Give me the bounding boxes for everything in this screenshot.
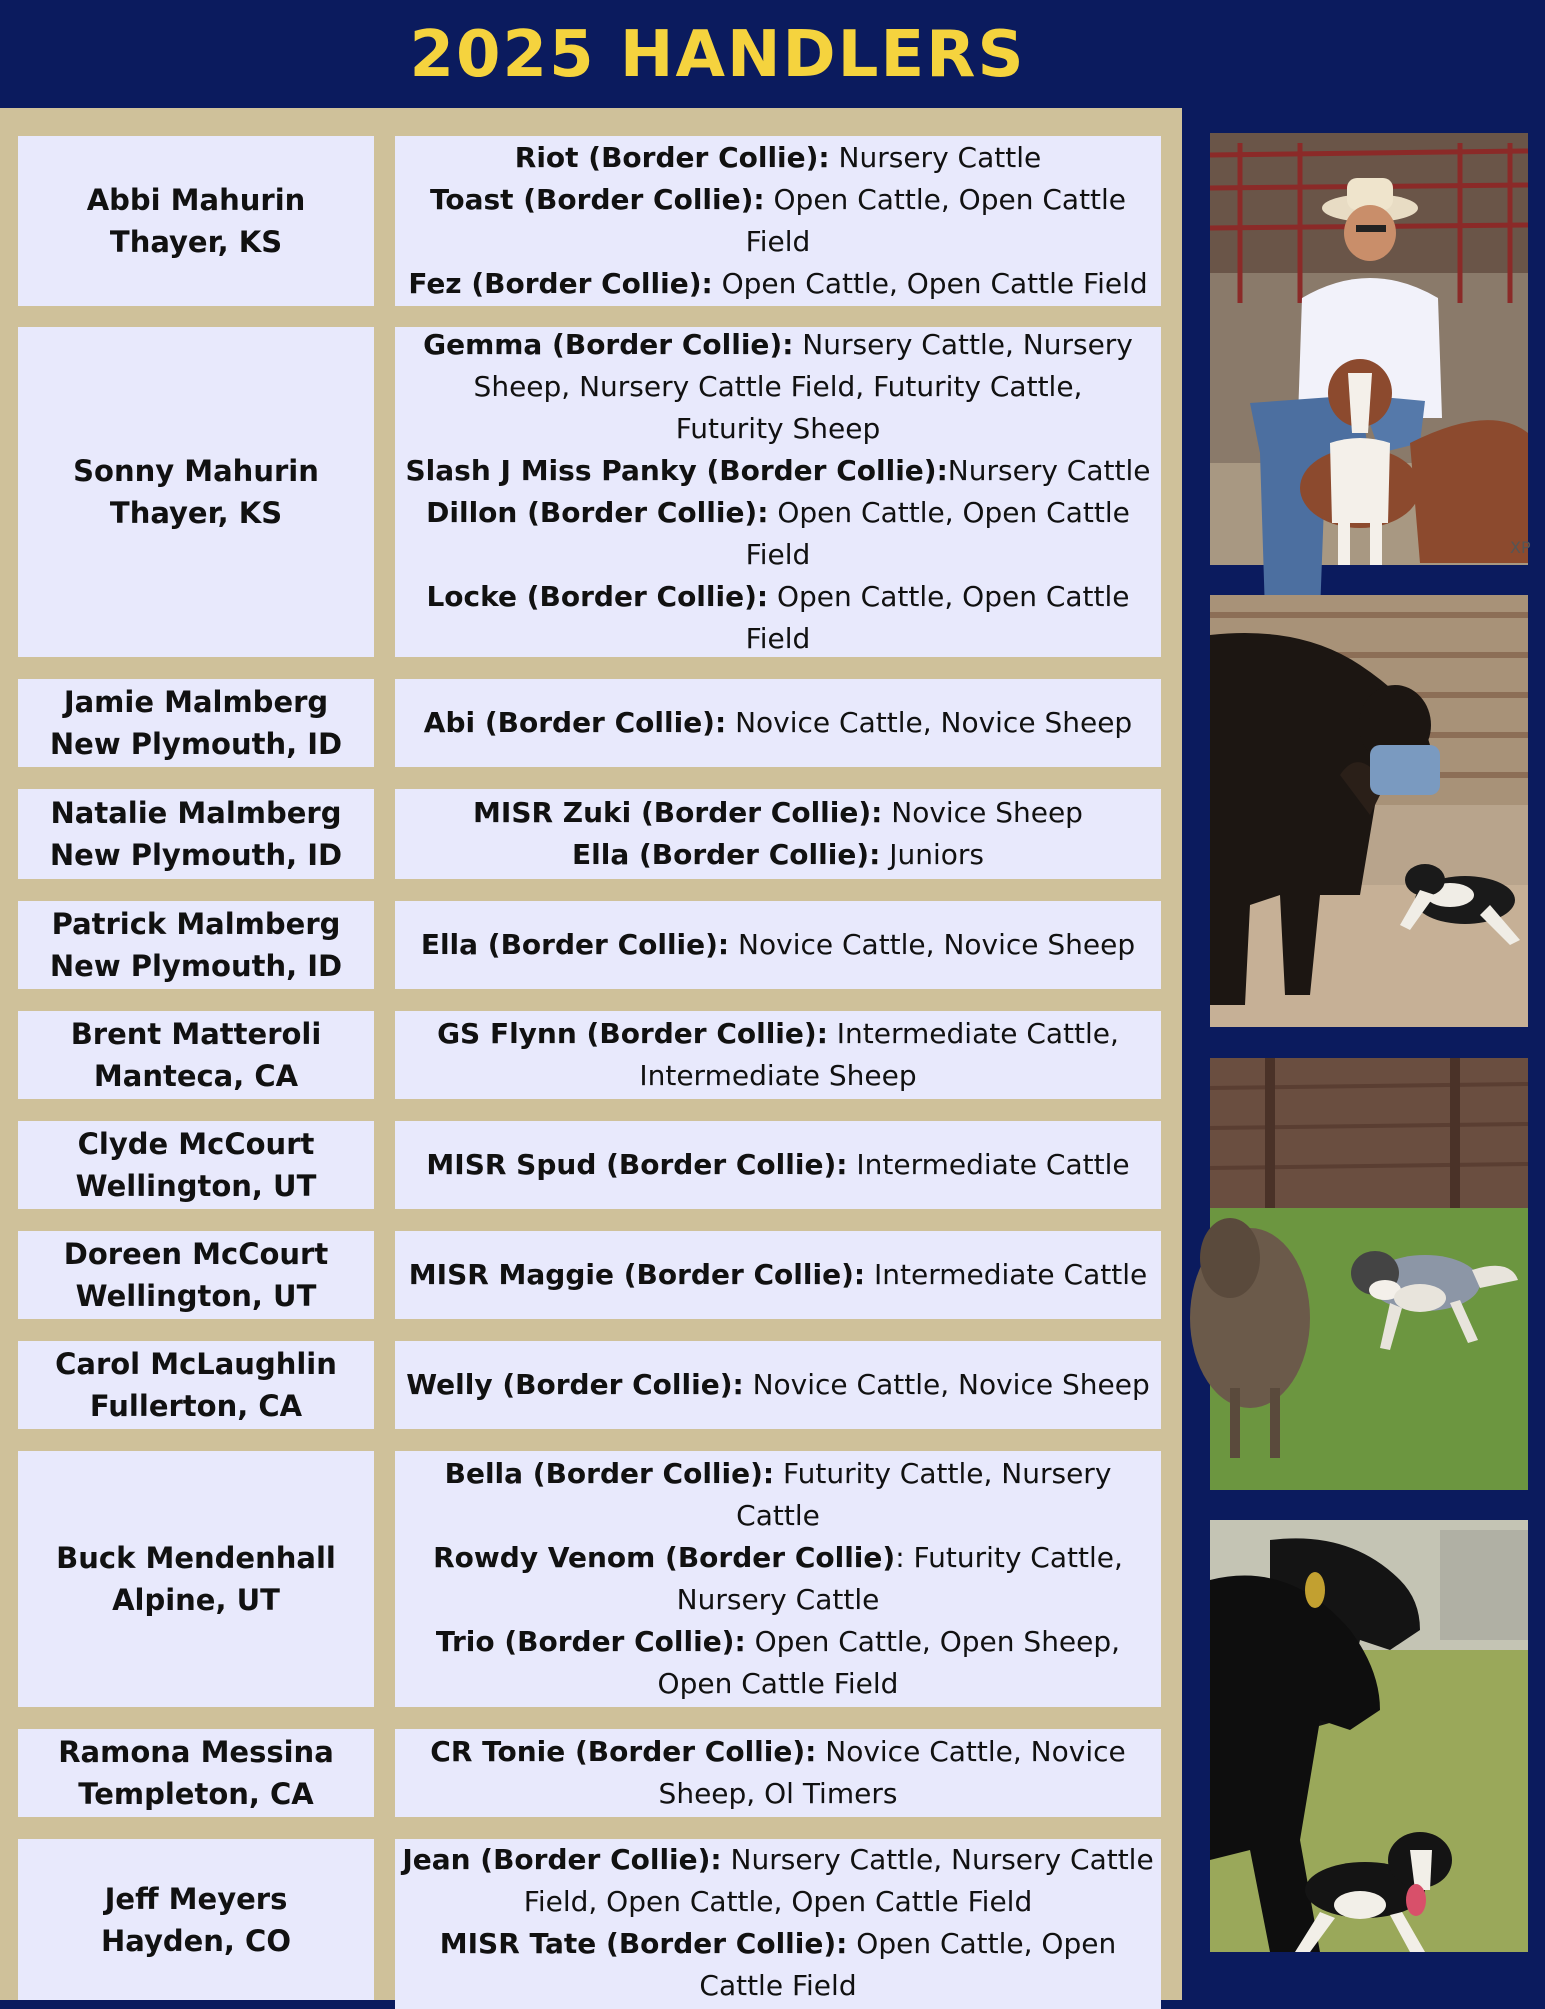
sheep-and-dog-photo xyxy=(1210,1058,1528,1490)
dog-classes: Intermediate Cattle xyxy=(865,1258,1148,1291)
dogs-cell xyxy=(395,1451,1161,1707)
dog-name: Welly (Border Collie): xyxy=(406,1368,744,1401)
dogs-cell xyxy=(395,789,1161,879)
dog-entry xyxy=(418,1537,1138,1621)
dog-name: Gemma (Border Collie): xyxy=(423,328,794,361)
handler-location: Wellington, UT xyxy=(75,1279,317,1313)
handler-name: Clyde McCourt xyxy=(77,1127,315,1161)
dog-name: MISR Spud (Border Collie): xyxy=(426,1148,848,1181)
dog-name: CR Tonie (Border Collie): xyxy=(430,1735,817,1768)
handler-location: Alpine, UT xyxy=(112,1583,280,1617)
dog-name: MISR Maggie (Border Collie): xyxy=(408,1258,866,1291)
dog-entry xyxy=(424,702,1132,744)
handler-name: Brent Matteroli xyxy=(70,1017,322,1051)
page-header xyxy=(0,0,1545,110)
dog-classes: : Futurity Cattle, Nursery Cattle xyxy=(676,1541,1123,1616)
dogs-cell xyxy=(395,1729,1161,1817)
cattle-and-dog-photo xyxy=(1210,1520,1528,1952)
handler-name: Jamie Malmberg xyxy=(63,685,329,719)
dog-name: Abi (Border Collie): xyxy=(423,706,727,739)
dog-entry xyxy=(418,492,1138,576)
handler-location: Thayer, KS xyxy=(109,496,283,530)
dog-entry xyxy=(473,792,1083,834)
dog-name: Ella (Border Collie): xyxy=(572,838,881,871)
dog-name: Rowdy Venom (Border Collie) xyxy=(433,1541,896,1574)
dogs-cell xyxy=(395,1839,1161,2009)
handler-name-cell xyxy=(18,1729,374,1817)
handler-name-cell xyxy=(18,679,374,767)
handler-name: Buck Mendenhall xyxy=(56,1541,336,1575)
dog-entry xyxy=(418,324,1138,450)
handler-location: Hayden, CO xyxy=(101,1923,291,1958)
handler-name: Sonny Mahurin xyxy=(73,454,319,488)
handler-location: Wellington, UT xyxy=(75,1169,317,1203)
handler-name: Doreen McCourt xyxy=(63,1237,329,1271)
dog-name: Ella (Border Collie): xyxy=(420,928,730,961)
dog-classes: Novice Cattle, Novice Sheep xyxy=(726,706,1133,739)
dog-name: Locke (Border Collie): xyxy=(426,580,769,613)
dogs-cell xyxy=(395,136,1161,306)
handler-name-cell xyxy=(18,901,374,989)
dog-classes: Intermediate Cattle xyxy=(847,1148,1130,1181)
dogs-cell xyxy=(395,901,1161,989)
dog-entry xyxy=(406,1364,1149,1406)
dog-entry xyxy=(409,1254,1147,1296)
dog-classes: Futurity Cattle, Nursery Cattle xyxy=(736,1457,1112,1532)
handler-location: Manteca, CA xyxy=(93,1059,299,1093)
handler-name-cell xyxy=(18,1121,374,1209)
dog-entry xyxy=(408,263,1147,305)
dog-classes: Nursery Cattle, Nursery Sheep, Nursery Cattle Field, Futurity Cattle, Futurity Sheep xyxy=(473,328,1133,445)
handler-name-cell xyxy=(18,327,374,657)
dog-entry xyxy=(421,924,1135,966)
dog-name: MISR Tate (Border Collie): xyxy=(439,1927,848,1960)
dog-entry xyxy=(418,1013,1138,1097)
handler-name: Abbi Mahurin xyxy=(86,183,306,217)
calf-and-dog-photo xyxy=(1210,595,1528,1027)
dog-classes: Novice Cattle, Novice Sheep xyxy=(743,1368,1150,1401)
dog-classes: Open Cattle, Open Cattle Field xyxy=(699,1927,1117,2002)
handler-name: Ramona Messina xyxy=(58,1735,334,1769)
dog-classes: Nursery Cattle xyxy=(829,141,1042,174)
dog-name: Jean (Border Collie): xyxy=(402,1843,722,1876)
dogs-cell xyxy=(395,1121,1161,1209)
handler-name-cell xyxy=(18,136,374,306)
handler-name-cell xyxy=(18,1341,374,1429)
dog-entry xyxy=(406,450,1151,492)
photo-watermark: XP xyxy=(1510,538,1531,557)
dog-name: Dillon (Border Collie): xyxy=(426,496,769,529)
dog-classes: Juniors xyxy=(880,838,984,871)
dog-name: Trio (Border Collie): xyxy=(435,1625,746,1658)
handler-name-cell xyxy=(18,789,374,879)
handler-location: New Plymouth, ID xyxy=(49,727,343,761)
dog-classes: Open Cattle, Open Cattle Field xyxy=(712,267,1148,300)
dogs-cell xyxy=(395,1231,1161,1319)
dog-entry xyxy=(418,1453,1138,1537)
dog-classes: Open Cattle, Open Cattle Field xyxy=(745,580,1130,655)
page-title: 2025 HANDLERS xyxy=(409,18,1026,92)
dog-entry xyxy=(418,1621,1138,1705)
dog-entry xyxy=(426,1144,1129,1186)
dog-classes: Intermediate Cattle, Intermediate Sheep xyxy=(639,1017,1119,1092)
dogs-cell xyxy=(395,1341,1161,1429)
dog-name: Bella (Border Collie): xyxy=(444,1457,775,1490)
handler-name: Jeff Meyers xyxy=(104,1881,288,1916)
dog-entry xyxy=(418,576,1138,660)
dog-classes: Open Cattle, Open Cattle Field xyxy=(745,496,1130,571)
dog-name: Fez (Border Collie): xyxy=(408,267,713,300)
dogs-cell xyxy=(395,679,1161,767)
dog-name: GS Flynn (Border Collie): xyxy=(437,1017,828,1050)
dogs-cell xyxy=(395,327,1161,657)
dog-entry xyxy=(398,1839,1158,1923)
handler-location: New Plymouth, ID xyxy=(49,949,343,983)
dog-classes: Novice Sheep xyxy=(882,796,1083,829)
dog-classes: Open Cattle, Open Cattle Field xyxy=(745,183,1127,258)
dog-name: Slash J Miss Panky (Border Collie): xyxy=(405,454,948,487)
dogs-cell xyxy=(395,1011,1161,1099)
handler-with-dog-photo xyxy=(1210,133,1531,565)
dog-classes: Open Cattle, Open Sheep, Open Cattle Field xyxy=(657,1625,1121,1700)
handler-location: New Plymouth, ID xyxy=(49,838,343,872)
dog-entry xyxy=(515,137,1041,179)
dog-name: Riot (Border Collie): xyxy=(514,141,830,174)
handler-location: Templeton, CA xyxy=(78,1777,314,1811)
handler-name-cell xyxy=(18,1839,374,2000)
dog-entry xyxy=(418,1923,1138,2007)
dog-classes: Novice Cattle, Novice Sheep xyxy=(729,928,1136,961)
dog-entry xyxy=(418,179,1138,263)
handler-name-cell xyxy=(18,1011,374,1099)
handler-location: Thayer, KS xyxy=(109,225,283,259)
dog-name: Toast (Border Collie): xyxy=(429,183,765,216)
handler-location: Fullerton, CA xyxy=(89,1389,303,1423)
handler-name-cell xyxy=(18,1231,374,1319)
dog-classes: Nursery Cattle xyxy=(947,454,1151,487)
dog-entry xyxy=(418,1731,1138,1815)
handler-name-cell xyxy=(18,1451,374,1707)
dog-classes: Novice Cattle, Novice Sheep, Ol Timers xyxy=(658,1735,1126,1810)
handler-name: Carol McLaughlin xyxy=(55,1347,337,1381)
handler-name: Patrick Malmberg xyxy=(51,907,341,941)
dog-entry xyxy=(572,834,984,876)
dog-classes: Nursery Cattle, Nursery Cattle Field, Open Cattle, Open Cattle Field xyxy=(523,1843,1154,1918)
handler-name: Natalie Malmberg xyxy=(50,796,342,830)
dog-name: MISR Zuki (Border Collie): xyxy=(473,796,883,829)
